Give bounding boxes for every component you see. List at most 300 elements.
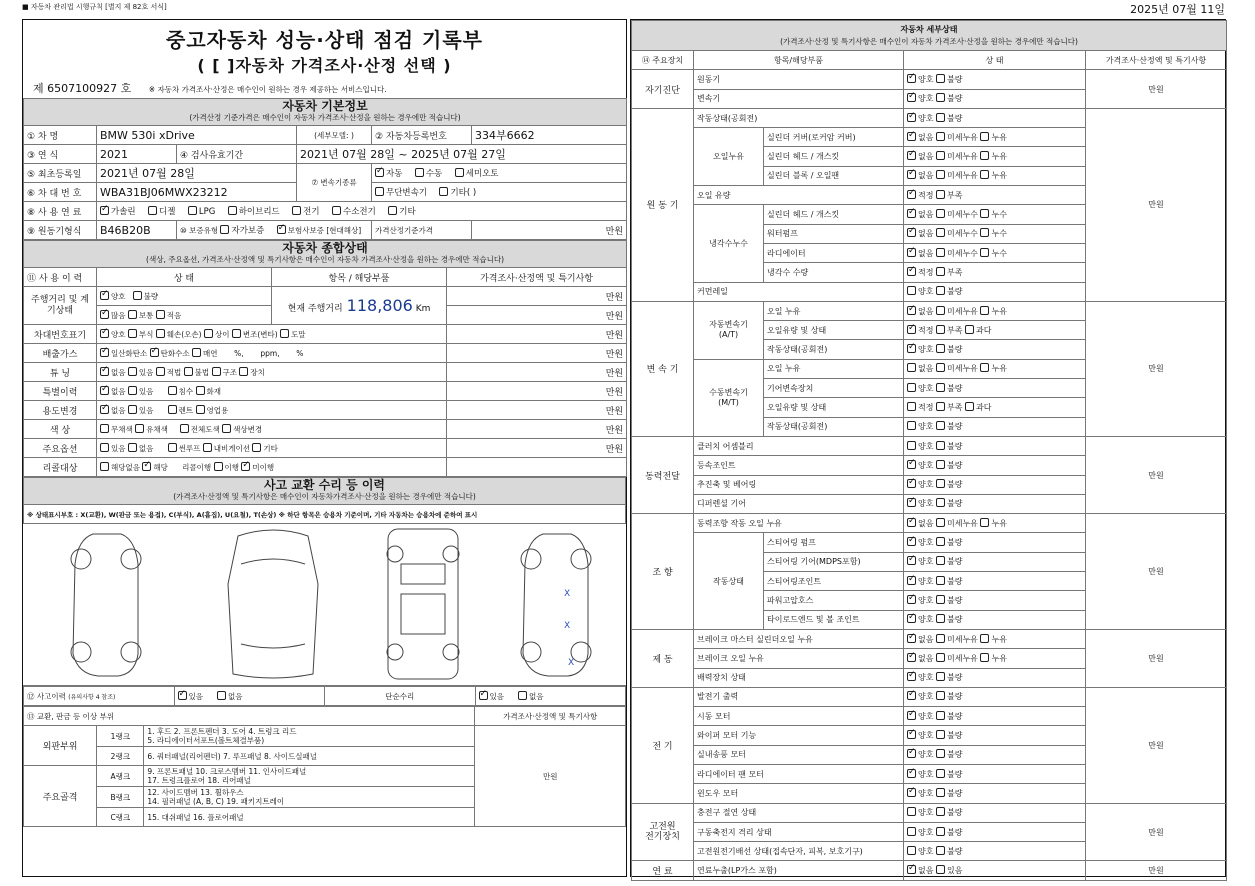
detail-cell: 자기진단 — [632, 70, 694, 109]
detail-cell: 만원 — [1086, 861, 1227, 880]
detail-cell: ✓ 양호 불량 — [904, 572, 1086, 591]
detail-cell: 양호 불량 — [904, 803, 1086, 822]
status-checkbox[interactable] — [936, 363, 945, 372]
status-checkbox[interactable] — [936, 846, 945, 855]
detail-cell: 원 동 기 — [632, 108, 694, 301]
detail-cell: 파워고압호스 — [764, 591, 904, 610]
status-checkbox[interactable] — [936, 267, 945, 276]
status-checkbox[interactable] — [907, 769, 916, 778]
status-checkbox[interactable] — [907, 614, 916, 623]
check[interactable] — [128, 443, 137, 452]
check[interactable] — [204, 329, 213, 338]
status-checkbox[interactable] — [980, 363, 989, 372]
status-checkbox[interactable] — [907, 132, 916, 141]
status-checkbox[interactable] — [936, 518, 945, 527]
status-checkbox[interactable] — [907, 248, 916, 257]
status-checkbox[interactable] — [936, 537, 945, 546]
status-checkbox[interactable] — [936, 248, 945, 257]
check[interactable] — [142, 462, 151, 471]
check[interactable] — [100, 348, 109, 357]
check[interactable] — [156, 329, 165, 338]
detail-cell: 만원 — [1086, 436, 1227, 513]
status-checkbox[interactable] — [907, 209, 916, 218]
warranty-self-checkbox[interactable] — [220, 225, 229, 234]
law-reference: ■ 자동차 관리법 시행규칙 [별지 제 82호 서식] — [22, 3, 167, 11]
check[interactable] — [180, 424, 189, 433]
check[interactable] — [196, 386, 205, 395]
detail-cell: 실린더 커버(로커암 커버) — [764, 128, 904, 147]
check[interactable] — [252, 443, 261, 452]
wheel — [443, 546, 459, 562]
status-checkbox[interactable] — [936, 749, 945, 758]
detail-cell: 오일 유량 — [694, 186, 904, 205]
status-checkbox[interactable] — [965, 402, 974, 411]
accident-history-table: ⑫ 사고이력 (유의사항 4 참조) ✓ 있음 없음 단순수리 ✓ 있음 없음 — [23, 686, 626, 706]
check[interactable] — [100, 386, 109, 395]
check[interactable] — [100, 367, 109, 376]
status-checkbox[interactable] — [965, 325, 974, 334]
detail-cell: ✓ 양호 불량 — [904, 533, 1086, 552]
status-checkbox[interactable] — [936, 614, 945, 623]
status-checkbox[interactable] — [936, 595, 945, 604]
status-checkbox[interactable] — [980, 306, 989, 315]
status-checkbox[interactable] — [936, 209, 945, 218]
check[interactable] — [184, 367, 193, 376]
detail-cell: 고전원전기배선 상태(접속단자, 피복, 보호기구) — [694, 842, 904, 861]
underbody-panel — [401, 594, 445, 634]
detail-cell: 양호 불량 — [904, 379, 1086, 398]
check[interactable] — [212, 367, 221, 376]
underbody-frame — [388, 529, 458, 679]
status-checkbox[interactable] — [907, 402, 916, 411]
status-checkbox[interactable] — [936, 634, 945, 643]
status-checkbox[interactable] — [936, 653, 945, 662]
detail-cell: 냉각수 수량 — [764, 263, 904, 282]
detail-cell: 타이로드엔드 및 볼 조인트 — [764, 610, 904, 629]
check[interactable] — [214, 462, 223, 471]
detail-cell: ✓ 없음 미세누유 누유 — [904, 629, 1086, 648]
car-diagrams — [23, 524, 626, 686]
legend-note: ※ 상태표시부호 : X(교환), W(판금 또는 용접), C(부식), A(흠집), U(요철), T(손상) ※ 하단 항목은 승용차 기준이며, 기타 자동차는 승용차에 준하여 표시 — [24, 505, 626, 524]
check[interactable] — [128, 310, 137, 319]
status-checkbox[interactable] — [936, 498, 945, 507]
cert-label: 제 — [33, 82, 44, 95]
status-checkbox[interactable] — [980, 634, 989, 643]
status-checkbox[interactable] — [936, 170, 945, 179]
detail-cell: 실린더 블록 / 오일팬 — [764, 166, 904, 185]
status-checkbox[interactable] — [907, 325, 916, 334]
wheel — [71, 549, 91, 569]
car-name-label: ① 차 명 — [24, 126, 97, 145]
engine-label: ⑨ 원동기형식 — [24, 221, 97, 240]
detail-cell: 원동기 — [694, 70, 904, 89]
check[interactable] — [192, 348, 201, 357]
status-checkbox[interactable] — [936, 344, 945, 353]
status-checkbox[interactable] — [907, 807, 916, 816]
status-checkbox[interactable] — [936, 132, 945, 141]
detail-cell: ✓ 적정 부족 — [904, 186, 1086, 205]
check[interactable] — [100, 291, 109, 300]
reg-label: ② 자동차등록번호 — [372, 126, 472, 145]
check[interactable] — [156, 367, 165, 376]
detail-cell: 없음 미세누유 누유 — [904, 359, 1086, 378]
detail-cell: 워터펌프 — [764, 224, 904, 243]
vin: WBA31BJ06MWX23212 — [97, 183, 297, 202]
check[interactable] — [133, 291, 142, 300]
detail-cell: 실내송풍 모터 — [694, 745, 904, 764]
trans-label: ⑦ 변속기종류 — [297, 164, 372, 202]
cert-suffix: 호 — [120, 82, 132, 95]
check[interactable] — [168, 386, 177, 395]
fuel-checkbox[interactable] — [228, 206, 237, 215]
status-checkbox[interactable] — [907, 344, 916, 353]
valid-label: ④ 검사유효기간 — [177, 145, 297, 164]
check[interactable] — [100, 405, 109, 414]
detail-cell: ✓ 양호 불량 — [904, 108, 1086, 127]
status-checkbox[interactable] — [907, 827, 916, 836]
detail-cell: 브레이크 오일 누유 — [694, 649, 904, 668]
detail-cell: 스티어링 펌프 — [764, 533, 904, 552]
car-diagram-svg — [23, 524, 625, 684]
fuel-label: ⑧ 사 용 연 료 — [24, 202, 97, 221]
detail-table — [631, 20, 1227, 881]
status-checkbox[interactable] — [936, 730, 945, 739]
detail-cell: 조 향 — [632, 514, 694, 630]
detail-cell: ✓ 없음 미세누유 누유 — [904, 128, 1086, 147]
detail-cell: 만원 — [1086, 70, 1227, 109]
detail-cell: ✓ 적정 부족 과다 — [904, 321, 1086, 340]
detail-cell: 만원 — [1086, 108, 1227, 301]
status-checkbox[interactable] — [936, 556, 945, 565]
check[interactable] — [280, 329, 289, 338]
check[interactable] — [241, 462, 250, 471]
status-checkbox[interactable] — [936, 286, 945, 295]
price-unit: 만원 — [447, 287, 627, 306]
trans-options-2: 무단변속기 기타( ) — [372, 183, 627, 202]
accident-header: 사고 교환 수리 등 이력 (가격조사·산정액 및 특기사항은 매수인이 자동차가격조사·산정을 원하는 경우에만 적습니다) — [24, 478, 626, 505]
detail-cell: ✓ 양호 불량 — [904, 610, 1086, 629]
status-checkbox[interactable] — [907, 556, 916, 565]
detail-cell: 연료누출(LP가스 포함) — [694, 861, 904, 880]
detail-cell: 연 료 — [632, 861, 694, 880]
repair-yes-checkbox[interactable] — [479, 691, 488, 700]
status-checkbox[interactable] — [936, 460, 945, 469]
check[interactable] — [128, 367, 137, 376]
left-side-car-outline — [73, 534, 138, 676]
detail-cell: 발전기 출력 — [694, 687, 904, 706]
detail-cell: ✓ 없음 미세누수 누수 — [904, 224, 1086, 243]
check[interactable] — [135, 424, 144, 433]
status-checkbox[interactable] — [907, 865, 916, 874]
wheel — [121, 549, 141, 569]
detail-cell: ✓ 없음 미세누유 누유 — [904, 514, 1086, 533]
detail-cell: 실린더 헤드 / 개스킷 — [764, 205, 904, 224]
detail-cell: 스티어링 기어(MDPS포함) — [764, 552, 904, 571]
detail-cell: 구동축전지 격리 상태 — [694, 822, 904, 841]
form-title: 중고자동차 성능·상태 점검 기록부 — [166, 28, 483, 52]
status-checkbox[interactable] — [936, 74, 945, 83]
damage-mark-x: X — [564, 621, 571, 631]
status-checkbox[interactable] — [907, 113, 916, 122]
status-checkbox[interactable] — [907, 190, 916, 199]
detail-cell: 전 기 — [632, 687, 694, 803]
form-subtitle: ( [ ]자동차 가격조사·산정 선택 ) — [197, 56, 452, 75]
fuel-checkbox[interactable] — [148, 206, 157, 215]
detail-cell: 오일 누유 — [764, 301, 904, 320]
status-checkbox[interactable] — [936, 807, 945, 816]
status-checkbox[interactable] — [936, 769, 945, 778]
detail-cell: 스티어링조인트 — [764, 572, 904, 591]
check[interactable] — [196, 405, 205, 414]
price-unit: 만원 — [472, 221, 627, 240]
status-checkbox[interactable] — [936, 479, 945, 488]
detail-cell: 만원 — [1086, 629, 1227, 687]
status-checkbox[interactable] — [907, 460, 916, 469]
status-checkbox[interactable] — [936, 93, 945, 102]
price-unit: 만원 — [447, 306, 627, 325]
detail-cell: 만원 — [1086, 301, 1227, 436]
check[interactable] — [168, 405, 177, 414]
status-checkbox[interactable] — [907, 595, 916, 604]
status-checkbox[interactable] — [936, 865, 945, 874]
detail-cell: 냉각수누수 — [694, 205, 764, 282]
check[interactable] — [156, 310, 165, 319]
detail-cell: 오일유량 및 상태 — [764, 398, 904, 417]
mileage-label: 주행거리 및 계기상태 — [24, 287, 97, 325]
left-panel — [22, 19, 627, 877]
trans-other-checkbox[interactable] — [439, 187, 448, 196]
status-checkbox[interactable] — [907, 74, 916, 83]
status-checkbox[interactable] — [907, 711, 916, 720]
col-state: 상 태 — [97, 268, 272, 287]
detail-cell: ⑭ 주요장치 — [632, 51, 694, 70]
detail-cell: 동력조향 작동 오일 누유 — [694, 514, 904, 533]
warranty-ins-checkbox[interactable] — [277, 225, 286, 234]
status-checkbox[interactable] — [907, 653, 916, 662]
status-checkbox[interactable] — [907, 286, 916, 295]
status-checkbox[interactable] — [936, 421, 945, 430]
check[interactable] — [128, 405, 137, 414]
fuel-checkbox[interactable] — [388, 206, 397, 215]
status-checkbox[interactable] — [907, 151, 916, 160]
windshield — [241, 559, 305, 564]
status-checkbox[interactable] — [936, 383, 945, 392]
status-checkbox[interactable] — [936, 151, 945, 160]
detail-cell: 변 속 기 — [632, 301, 694, 436]
status-checkbox[interactable] — [907, 788, 916, 797]
detail-cell: ✓ 없음 있음 — [904, 861, 1086, 880]
detail-cell: ✓ 양호 불량 — [904, 591, 1086, 610]
status-checkbox[interactable] — [980, 209, 989, 218]
detail-cell: 작동상태(공회전) — [764, 417, 904, 436]
overall-state-table: 자동차 종합상태 (색상, 주요옵션, 가격조사·산정액 및 특기사항은 매수인이 자동차 가격조사·산정을 원하는 경우에만 적습니다) ⑪ 사 용 이 력 상 태 항목 / 해당부품 가격조사·산정액 및 특기사항 주행거리 및 계기상태 ✓양호 불량 현재 주행거리 118,806 Km 만원 ✓많음 보통 적음 만원 차대번호표기 ✓ 양호 부식 훼손(오손) 상이 변조(변타) 도말 만원 배출가스 ✓ 일산화탄소 ✓탄화수소 매연 %, ppm, % 만원 튜 닝 ✓ 없음 있음 적법 불법 구조 장치 만원 특별이력 ✓ 없음 있음 침수 화재 만원 용도변경 ✓ 없음 있음 렌트 영업용 만원 색 상 무채색 유채색 전체도색 색상변경 만원 주요옵션 있음 없음 썬루프 내비게이션 기타 만원 리콜대상 해당없음 ✓해당 리콜이행 이행 ✓미이행 — [23, 240, 627, 477]
status-checkbox[interactable] — [936, 228, 945, 237]
detail-cell: ✓ 양호 불량 — [904, 552, 1086, 571]
detail-cell: 항목/해당부품 — [694, 51, 904, 70]
fuel-checkbox[interactable] — [292, 206, 301, 215]
trans-cvt-checkbox[interactable] — [375, 187, 384, 196]
status-checkbox[interactable] — [936, 402, 945, 411]
detail-cell: ✓ 없음 미세누수 누수 — [904, 243, 1086, 262]
detail-cell: 라디에이터 팬 모터 — [694, 764, 904, 783]
status-checkbox[interactable] — [980, 170, 989, 179]
detail-cell: ✓ 양호 불량 — [904, 89, 1086, 108]
detail-cell: 배력장치 상태 — [694, 668, 904, 687]
wheel — [571, 549, 591, 569]
status-checkbox[interactable] — [907, 576, 916, 585]
detail-cell: 오일누유 — [694, 128, 764, 186]
accident-no-checkbox[interactable] — [217, 691, 226, 700]
fuel-checkbox[interactable] — [188, 206, 197, 215]
col-item: 항목 / 해당부품 — [272, 268, 447, 287]
status-checkbox[interactable] — [936, 325, 945, 334]
status-checkbox[interactable] — [980, 151, 989, 160]
wheel — [521, 642, 541, 662]
year-label: ③ 연 식 — [24, 145, 97, 164]
detail-cell: 작동상태 — [694, 533, 764, 629]
status-checkbox[interactable] — [907, 383, 916, 392]
engine-type: B46B20B — [97, 221, 177, 240]
detail-cell: ✓ 적정 부족 — [904, 263, 1086, 282]
wheel — [71, 642, 91, 662]
price-label: 가격산정기준가격 — [372, 221, 472, 240]
top-view-car-outline — [228, 530, 318, 678]
status-checkbox[interactable] — [907, 634, 916, 643]
detail-cell: 가격조사·산정액 및 특기사항 — [1086, 51, 1227, 70]
fuel-options: ✓ 가솔린 디젤 LPG 하이브리드 전기 수소전기 기타 — [97, 202, 627, 221]
detail-cell: ✓ 양호 불량 — [904, 687, 1086, 706]
status-checkbox[interactable] — [907, 228, 916, 237]
detail-cell: 자동차 세부상태 (가격조사·산정 및 특기사항은 매수인이 자동차 가격조사·산정을 원하는 경우에만 적습니다) — [632, 21, 1227, 51]
check[interactable] — [168, 443, 177, 452]
detail-cell: 만원 — [1086, 514, 1227, 630]
detail-cell: 만원 — [1086, 687, 1227, 803]
check[interactable] — [100, 310, 109, 319]
status-checkbox[interactable] — [907, 267, 916, 276]
detail-cell: ✓ 없음 미세누유 누유 — [904, 649, 1086, 668]
check[interactable] — [222, 424, 231, 433]
status-checkbox[interactable] — [907, 537, 916, 546]
detail-cell: 오일유량 및 상태 — [764, 321, 904, 340]
fuel-checkbox[interactable] — [332, 206, 341, 215]
cert-number: 6507100927 — [47, 82, 118, 95]
overall-header: 자동차 종합상태 (색상, 주요옵션, 가격조사·산정액 및 특기사항은 매수인이 자동차 가격조사·산정을 원하는 경우에만 적습니다) — [24, 241, 627, 268]
detail-cell: 등속조인트 — [694, 456, 904, 475]
status-checkbox[interactable] — [936, 827, 945, 836]
check[interactable] — [150, 348, 159, 357]
status-checkbox[interactable] — [907, 421, 916, 430]
status-checkbox[interactable] — [907, 363, 916, 372]
trans-semi-checkbox[interactable] — [455, 168, 464, 177]
status-checkbox[interactable] — [907, 170, 916, 179]
check[interactable] — [100, 443, 109, 452]
trans-manual-checkbox[interactable] — [415, 168, 424, 177]
status-checkbox[interactable] — [907, 749, 916, 758]
status-checkbox[interactable] — [980, 518, 989, 527]
basic-info-header: 자동차 기본정보 (가격산정 기준가격은 매수인이 자동차 가격조사·산정을 원하는 경우에만 적습니다) — [24, 99, 627, 126]
detail-cell: 윈도우 모터 — [694, 784, 904, 803]
status-checkbox[interactable] — [980, 248, 989, 257]
status-checkbox[interactable] — [980, 653, 989, 662]
detail-cell: 충전구 절연 상태 — [694, 803, 904, 822]
status-checkbox[interactable] — [936, 576, 945, 585]
trans-auto-checkbox[interactable] — [375, 168, 384, 177]
detail-cell: 양호 불량 — [904, 282, 1086, 301]
detail-cell: ✓ 양호 불량 — [904, 726, 1086, 745]
status-checkbox[interactable] — [936, 306, 945, 315]
check[interactable] — [232, 329, 241, 338]
check[interactable] — [100, 424, 109, 433]
status-checkbox[interactable] — [907, 672, 916, 681]
status-checkbox[interactable] — [907, 441, 916, 450]
first-reg-label: ⑤ 최초등록일 — [24, 164, 97, 183]
status-checkbox[interactable] — [936, 190, 945, 199]
check[interactable] — [100, 462, 109, 471]
detail-cell: ✓ 없음 미세누유 누유 — [904, 147, 1086, 166]
detail-cell: 클러치 어셈블리 — [694, 436, 904, 455]
detail-cell: 시동 모터 — [694, 707, 904, 726]
check[interactable] — [203, 443, 212, 452]
status-checkbox[interactable] — [980, 228, 989, 237]
check[interactable] — [128, 386, 137, 395]
detail-cell: 작동상태(공회전) — [764, 340, 904, 359]
valid-period: 2021년 07월 28일 ~ 2025년 07월 27일 — [297, 145, 627, 164]
detail-cell: 양호 불량 — [904, 822, 1086, 841]
status-checkbox[interactable] — [936, 711, 945, 720]
check[interactable] — [100, 329, 109, 338]
status-checkbox[interactable] — [907, 479, 916, 488]
detail-cell: 양호 불량 — [904, 436, 1086, 455]
status-checkbox[interactable] — [936, 788, 945, 797]
fuel-checkbox[interactable] — [100, 206, 109, 215]
trans-options: ✓자동 수동 세미오토 — [372, 164, 627, 183]
rear-window — [241, 644, 305, 648]
status-checkbox[interactable] — [907, 846, 916, 855]
status-checkbox[interactable] — [907, 93, 916, 102]
status-checkbox[interactable] — [907, 518, 916, 527]
status-checkbox[interactable] — [907, 498, 916, 507]
damage-mark-x: X — [568, 658, 575, 668]
status-checkbox[interactable] — [907, 730, 916, 739]
status-checkbox[interactable] — [907, 306, 916, 315]
detail-cell: ✓ 없음 미세누수 누수 — [904, 205, 1086, 224]
detail-cell: 와이퍼 모터 기능 — [694, 726, 904, 745]
detail-cell: 작동상태(공회전) — [694, 108, 904, 127]
wheel — [521, 549, 541, 569]
check[interactable] — [128, 329, 137, 338]
status-checkbox[interactable] — [980, 132, 989, 141]
detail-cell: 오일 누유 — [764, 359, 904, 378]
status-checkbox[interactable] — [936, 672, 945, 681]
detail-cell: 변속기 — [694, 89, 904, 108]
detail-cell: 양호 불량 — [904, 842, 1086, 861]
basic-info-table — [23, 98, 627, 240]
detail-cell: 커먼레일 — [694, 282, 904, 301]
detail-cell: 디퍼렌셜 기어 — [694, 494, 904, 513]
detail-cell: 양호 불량 — [904, 417, 1086, 436]
repair-no-checkbox[interactable] — [518, 691, 527, 700]
detail-cell: ✓ 없음 미세누유 누유 — [904, 301, 1086, 320]
status-checkbox[interactable] — [907, 691, 916, 700]
detail-cell: 브레이크 마스터 실린더오일 누유 — [694, 629, 904, 648]
certificate-row — [23, 76, 626, 98]
accident-yes-checkbox[interactable] — [178, 691, 187, 700]
check[interactable] — [239, 367, 248, 376]
status-checkbox[interactable] — [936, 441, 945, 450]
status-checkbox[interactable] — [936, 113, 945, 122]
detail-cell: 실린더 헤드 / 개스킷 — [764, 147, 904, 166]
status-checkbox[interactable] — [936, 691, 945, 700]
